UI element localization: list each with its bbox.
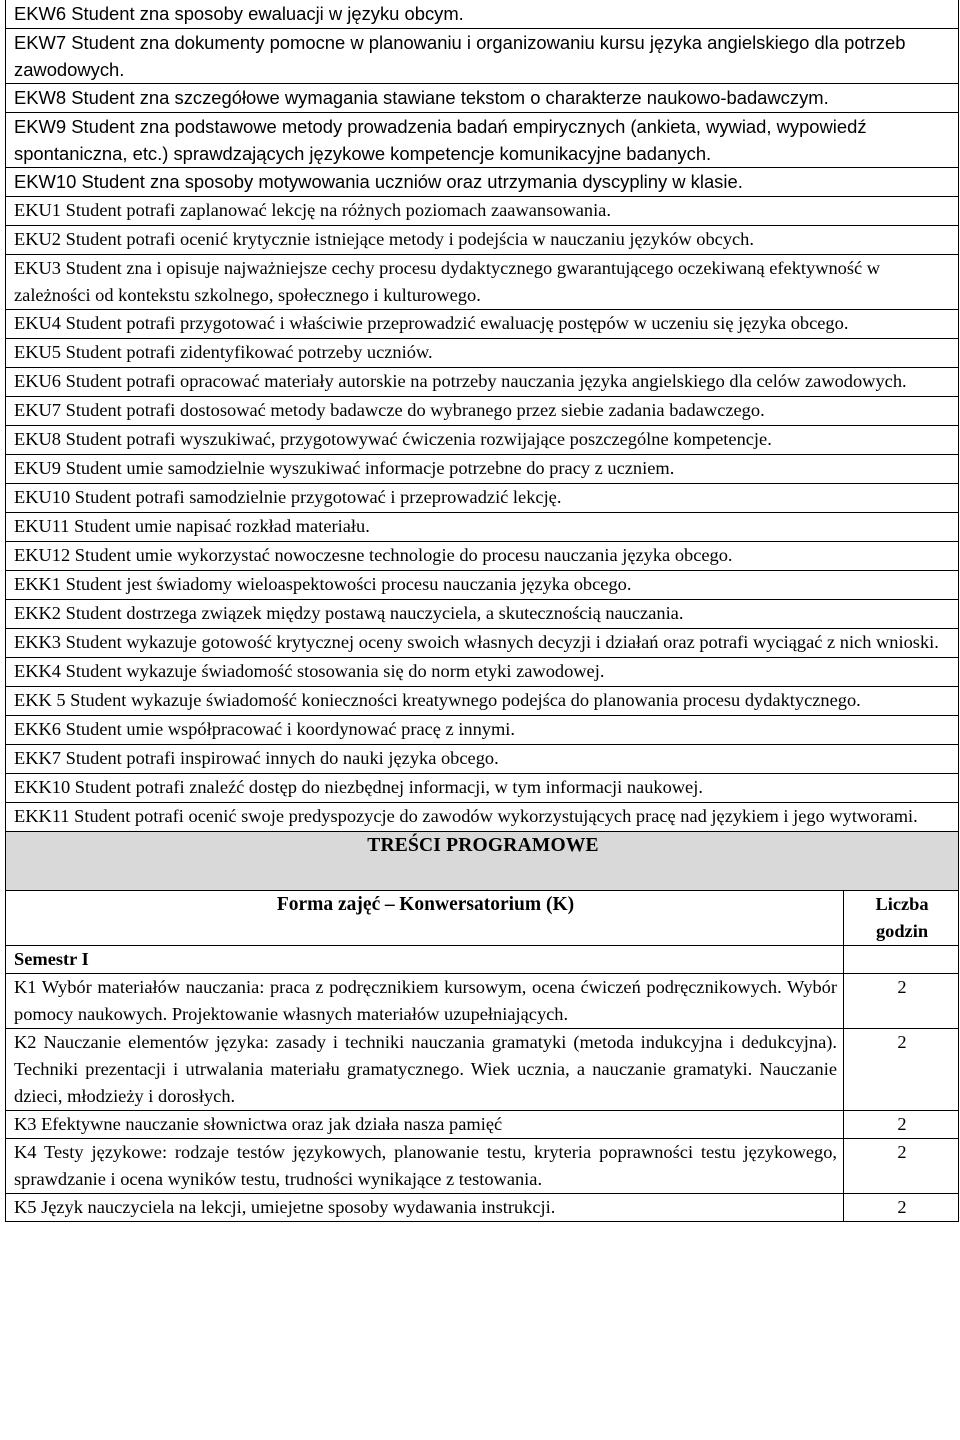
outcome-row (6, 600, 959, 629)
outcome-text: EKU5 Student potrafi zidentyfikować potrzeby uczniów. (6, 339, 959, 368)
topic-row (6, 1029, 959, 1111)
form-of-classes-value: Konwersatorium (K) (399, 894, 575, 915)
outcome-text: EKU11 Student umie napisać rozkład materiału. (6, 513, 959, 542)
program-topics (6, 974, 959, 1222)
topic-hours: 2 (844, 1029, 959, 1111)
topic-hours: 2 (844, 1139, 959, 1194)
outcome-text: EKK10 Student potrafi znaleźć dostęp do niezbędnej informacji, w tym informacji naukowej. (6, 774, 959, 803)
outcome-row (6, 168, 959, 197)
topic-row (6, 1194, 959, 1222)
topic-text: K2 Nauczanie elementów języka: zasady i techniki nauczania gramatyki (metoda indukcyjna i dedukcyjna). Techniki prezentacji i utrwalania materiału gramatycznego. Wiek ucznia, a nauczanie gramatyki. Nauczanie dzieci, młodzieży i dorosłych. (6, 1029, 844, 1111)
outcome-text: EKK11 Student potrafi ocenić swoje predyspozycje do zawodów wykorzystujących pracę nad językiem i jego wytworami. (6, 803, 959, 832)
form-of-classes-label: Forma zajęć (276, 894, 381, 915)
outcome-text: EKU8 Student potrafi wyszukiwać, przygotowywać ćwiczenia rozwijające poszczególne kompetencje. (6, 426, 959, 455)
outcome-text: EKK1 Student jest świadomy wieloaspektowości procesu nauczania języka obcego. (6, 571, 959, 600)
outcome-row (6, 803, 959, 832)
topic-text: K3 Efektywne nauczanie słownictwa oraz jak działa nasza pamięć (6, 1111, 844, 1139)
outcome-row (6, 513, 959, 542)
topic-text: K5 Język nauczyciela na lekcji, umiejetne sposoby wydawania instrukcji. (6, 1194, 844, 1222)
outcome-text: EKK2 Student dostrzega związek między postawą nauczyciela, a skutecznością nauczania. (6, 600, 959, 629)
outcome-row (6, 426, 959, 455)
topic-hours: 2 (844, 974, 959, 1029)
outcome-row (6, 629, 959, 658)
outcome-row (6, 226, 959, 255)
outcome-text: EKW7 Student zna dokumenty pomocne w planowaniu i organizowaniu kursu języka angielskiego dla potrzeb zawodowych. (6, 29, 959, 84)
outcome-text: EKU9 Student umie samodzielnie wyszukiwać informacje potrzebne do pracy z uczniem. (6, 455, 959, 484)
outcome-text: EKU10 Student potrafi samodzielnie przygotować i przeprowadzić lekcję. (6, 484, 959, 513)
syllabus-table (5, 0, 959, 1222)
outcome-text: EKK6 Student umie współpracować i koordynować pracę z innymi. (6, 716, 959, 745)
outcome-row (6, 658, 959, 687)
topic-row (6, 974, 959, 1029)
outcome-row (6, 197, 959, 226)
form-of-classes-cell (6, 891, 844, 946)
outcome-row (6, 542, 959, 571)
hours-column-header: Liczba godzin (844, 891, 959, 946)
topic-row (6, 1111, 959, 1139)
program-heading: TREŚCI PROGRAMOWE (367, 835, 599, 856)
topic-hours: 2 (844, 1111, 959, 1139)
outcome-text: EKU1 Student potrafi zaplanować lekcję na różnych poziomach zaawansowania. (6, 197, 959, 226)
outcome-row (6, 113, 959, 168)
program-contents (6, 832, 959, 974)
outcome-text: EKU4 Student potrafi przygotować i właściwie przeprowadzić ewaluację postępów w uczeniu się języka obcego. (6, 310, 959, 339)
outcome-text: EKW8 Student zna szczegółowe wymagania stawiane tekstom o charakterze naukowo-badawczym. (6, 84, 959, 113)
program-heading-band (6, 832, 959, 891)
outcome-text: EKU12 Student umie wykorzystać nowoczesne technologie do procesu nauczania języka obcego. (6, 542, 959, 571)
outcome-text: EKW6 Student zna sposoby ewaluacji w języku obcym. (6, 0, 959, 29)
topic-hours: 2 (844, 1194, 959, 1222)
outcome-row (6, 29, 959, 84)
outcome-text: EKW10 Student zna sposoby motywowania uczniów oraz utrzymania dyscypliny w klasie. (6, 168, 959, 197)
outcome-row (6, 484, 959, 513)
outcome-text: EKU7 Student potrafi dostosować metody badawcze do wybranego przez siebie zadania badawczego. (6, 397, 959, 426)
outcome-text: EKU2 Student potrafi ocenić krytycznie istniejące metody i podejścia w nauczaniu języków obcych. (6, 226, 959, 255)
outcome-row (6, 455, 959, 484)
topic-row (6, 1139, 959, 1194)
outcome-text: EKK 5 Student wykazuje świadomość konieczności kreatywnego podejśca do planowania procesu dydaktycznego. (6, 687, 959, 716)
outcome-row (6, 310, 959, 339)
outcome-row (6, 84, 959, 113)
outcome-text: EKK7 Student potrafi inspirować innych do nauki języka obcego. (6, 745, 959, 774)
outcome-row (6, 339, 959, 368)
semester-hours-cell (844, 946, 959, 974)
topic-text: K4 Testy językowe: rodzaje testów językowych, planowanie testu, kryteria poprawności testu językowego, sprawdzanie i ocena wyników testu, trudności wynikające z testowania. (6, 1139, 844, 1194)
semester-label: Semestr I (6, 946, 844, 974)
outcome-row (6, 0, 959, 29)
outcome-row (6, 397, 959, 426)
outcome-text: EKK4 Student wykazuje świadomość stosowania się do norm etyki zawodowej. (6, 658, 959, 687)
topic-text: K1 Wybór materiałów nauczania: praca z podręcznikiem kursowym, ocena ćwiczeń podręcznikowych. Wybór pomocy naukowych. Projektowanie własnych materiałów uzupełniających. (6, 974, 844, 1029)
outcome-row (6, 687, 959, 716)
outcome-text: EKU6 Student potrafi opracować materiały autorskie na potrzeby nauczania języka angielskiego dla celów zawodowych. (6, 368, 959, 397)
outcome-text: EKW9 Student zna podstawowe metody prowadzenia badań empirycznych (ankieta, wywiad, wypowiedź spontaniczna, etc.) sprawdzających językowe kompetencje komunikacyjne badanych. (6, 113, 959, 168)
learning-outcomes (6, 0, 959, 832)
outcome-row (6, 255, 959, 310)
outcome-text: EKK3 Student wykazuje gotowość krytycznej oceny swoich własnych decyzji i działań oraz potrafi wyciągać z nich wnioski. (6, 629, 959, 658)
form-of-classes-separator: – (384, 894, 395, 915)
outcome-row (6, 368, 959, 397)
outcome-row (6, 716, 959, 745)
outcome-row (6, 745, 959, 774)
outcome-text: EKU3 Student zna i opisuje najważniejsze cechy procesu dydaktycznego gwarantującego oczekiwaną efektywność w zależności od kontekstu szkolnego, społecznego i kulturowego. (6, 255, 959, 310)
outcome-row (6, 774, 959, 803)
outcome-row (6, 571, 959, 600)
